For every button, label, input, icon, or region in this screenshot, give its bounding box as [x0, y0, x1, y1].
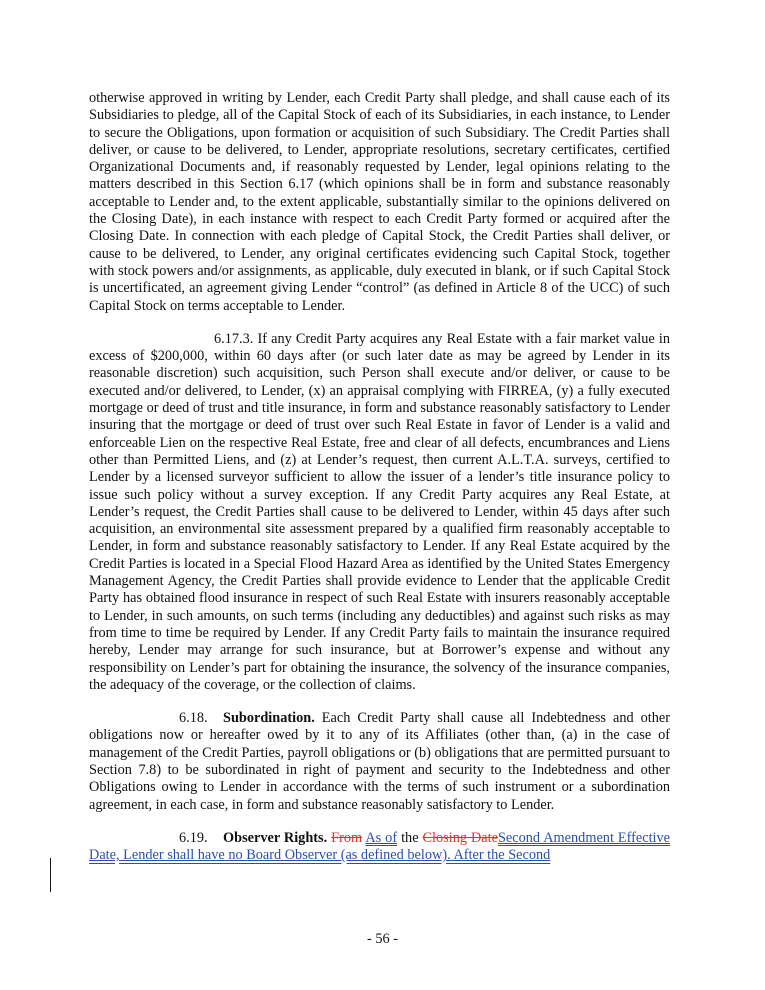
- section-6-18: [89, 710, 670, 814]
- body-text: [89, 90, 670, 864]
- paragraph-6-17-2-continued: otherwise approved in writing by Lender, each Credit Party shall pledge, and shall cause each of its Subsidiaries to pledge, all of the Capital Stock of each of its Subsidiaries, in each instance, to Lender to secure the Obligations, upon formation or acquisition of such Subsidiary. The Credit Parties shall deliver, or cause to be delivered, to Lender, appropriate resolutions, secretary certificates, certified Organizational Documents and, if reasonably requested by Lender, legal opinions relating to the matters described in this Section 6.17 (which opinions shall be in form and substance reasonably acceptable to Lender and, to the extent applicable, substantially similar to the opinions delivered on the Closing Date), in each instance with respect to each Credit Party formed or acquired after the Closing Date. In connection with each pledge of Capital Stock, the Credit Parties shall deliver, or cause to be delivered, to Lender, any original certificates evidencing such Capital Stock, together with stock powers and/or assignments, as applicable, duly executed in blank, or if such Capital Stock is uncertificated, an agreement giving Lender “control” (as defined in Article 8 of the UCC) of such Capital Stock on terms acceptable to Lender.: [89, 90, 670, 314]
- section-heading: Observer Rights.: [223, 829, 328, 846]
- change-bar: [50, 858, 51, 892]
- paragraph-6-17-3: [89, 331, 670, 694]
- section-text: Each Credit Party shall cause all Indebtedness and other obligations now or hereafter owed by it to any of its Affiliates (other than, (a) in the case of management of the Credit Parties, payroll obligations or (b) obligations that are permitted pursuant to Section 7.8) to be subordinated in right of payment and security to the Indebtedness and other Obligations owing to Lender in accordance with the terms of such instrument or a subordination agreement, in each case, in form and substance reasonably satisfactory to Lender.: [89, 710, 671, 813]
- page-number: - 56 -: [367, 931, 398, 947]
- section-number: 6.19.: [179, 829, 208, 846]
- section-6-19: [89, 830, 670, 865]
- inserted-text: Second Amendment Effective Date, Lender shall have no Board Observer (as defined below). After the Second: [89, 829, 671, 864]
- section-heading: Subordination.: [223, 710, 315, 727]
- plain-text: the: [401, 829, 419, 846]
- inserted-text: As of: [365, 829, 398, 846]
- deleted-text: From: [331, 829, 363, 846]
- paragraph-6-17-3-text: 6.17.3. If any Credit Party acquires any Real Estate with a fair market value in excess of $200,000, within 60 days after (or such later date as may be agreed by Lender in its reasonable discretion) such acquisition, such Person shall execute and/or deliver, or cause to be executed and/or delivered, to Lender, (x) an appraisal complying with FIRREA, (y) a fully executed mortgage or deed of trust and title insurance, in form and substance reasonably satisfactory to Lender insuring that the mortgage or deed of trust over such Real Estate in favor of Lender is a valid and enforceable Lien on the respective Real Estate, free and clear of all defects, encumbrances and Liens other than Permitted Liens, and (z) at Lender’s request, then current A.L.T.A. surveys, certified to Lender by a licensed surveyor sufficient to allow the issuer of a lender’s title insurance policy to issue such policy without a survey exception. If any Credit Party acquires any Real Estate, at Lender’s request, the Credit Parties shall cause to be delivered to Lender, within 45 days after such acquisition, an environmental site assessment prepared by a qualified firm reasonably acceptable to Lender, in form and substance reasonably satisfactory to Lender. If any Real Estate acquired by the Credit Parties is located in a Special Flood Hazard Area as identified by the United States Emergency Management Agency, the Credit Parties shall provide evidence to Lender that the applicable Credit Party has obtained flood insurance in respect of such Real Estate with insurers reasonably acceptable to Lender, in such amounts, on such terms (including any deductibles) and against such risks as may from time to time be required by Lender. If any Credit Party fails to maintain the insurance required hereby, Lender may arrange for such insurance, but at Borrower’s expense and without any responsibility on Lender’s part for obtaining the insurance, the solvency of the insurance companies, the adequacy of the coverage, or the collection of claims.: [89, 330, 670, 693]
- section-number: 6.18.: [179, 710, 208, 727]
- deleted-text: Closing Date: [422, 829, 498, 846]
